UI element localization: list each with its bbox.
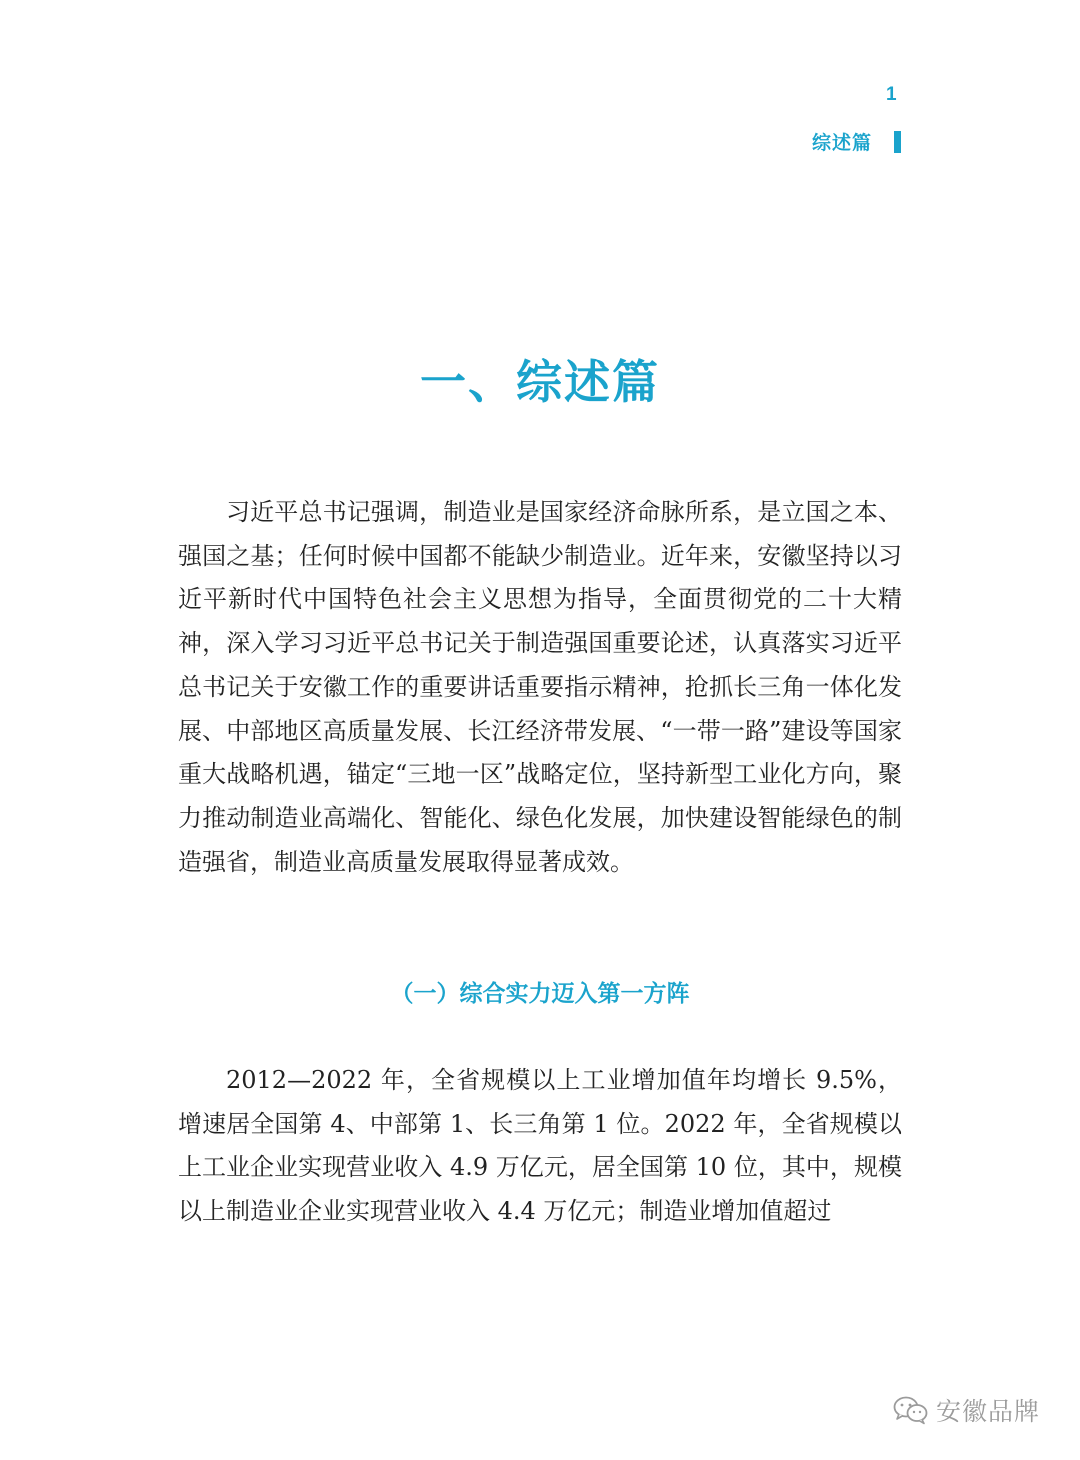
running-head-bar [894,131,901,153]
page-number: 1 [886,84,897,105]
running-head [812,128,901,155]
wechat-icon [892,1395,930,1425]
body-paragraph-1: 习近平总书记强调，制造业是国家经济命脉所系，是立国之本、强国之基；任何时候中国都不能缺少制造业。近年来，安徽坚持以习近平新时代中国特色社会主义思想为指导，全面贯彻党的二十大精神，深入学习习近平总书记关于制造强国重要论述，认真落实习近平总书记关于安徽工作的重要讲话重要指示精神，抢抓长三角一体化发展、中部地区高质量发展、长江经济带发展、“一带一路”建设等国家重大战略机遇，锚定“三地一区”战略定位，坚持新型工业化方向，聚力推动制造业高端化、智能化、绿色化发展，加快建设智能绿色的制造强省，制造业高质量发展取得显著成效。 [178,498,902,876]
section-heading: （一）综合实力迈入第一方阵 [390,981,690,1007]
watermark-text: 安徽品牌 [936,1397,1041,1426]
wechat-watermark [892,1392,1040,1428]
running-head-label: 综述篇 [812,132,873,154]
body-paragraph-2: 2012—2022 年，全省规模以上工业增加值年均增长 9.5%，增速居全国第 4、中部第 1、长三角第 1 位。2022 年，全省规模以上工业企业实现营业收入 4.9 万亿元，居全国第 10 位，其中，规模以上制造业企业实现营业收入 4.4 万亿元；制造业增加值超过 [178,1066,902,1226]
chapter-title: 一、综述篇 [420,355,660,409]
